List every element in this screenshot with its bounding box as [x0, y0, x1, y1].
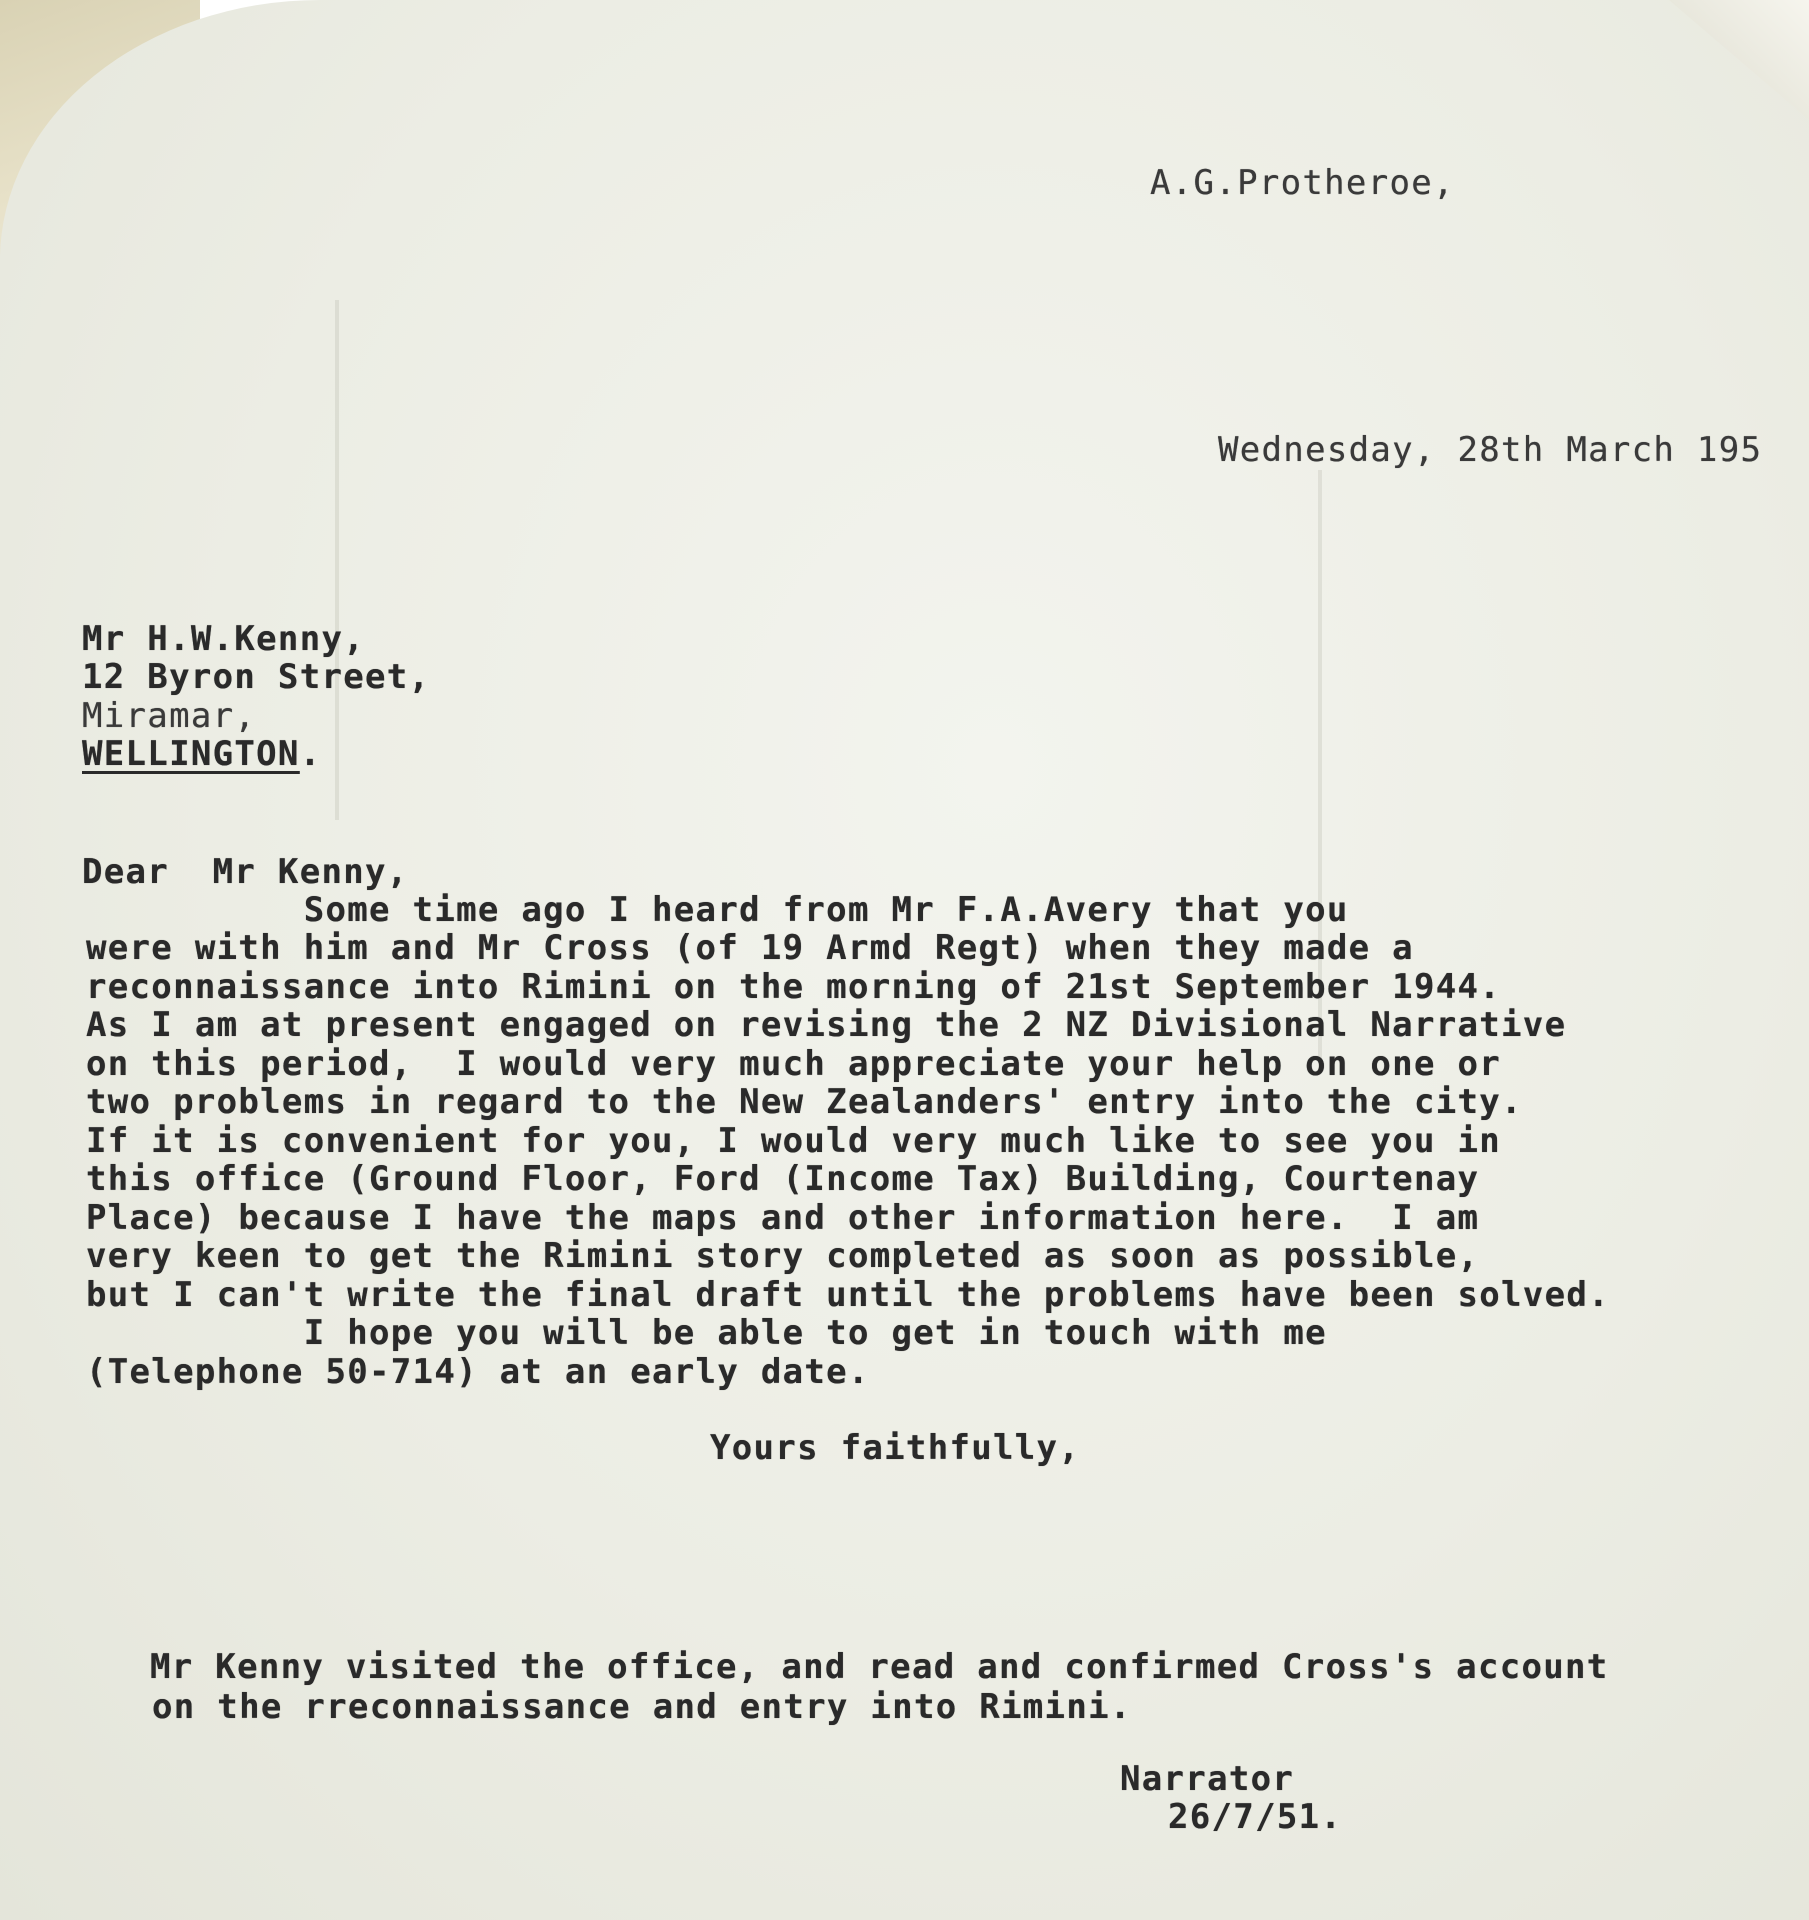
address-line: Mr H.W.Kenny,: [82, 619, 366, 659]
address-line: [82, 735, 321, 774]
note-line: Mr Kenny visited the office, and read and confirmed Cross's account: [150, 1647, 1609, 1687]
body-line: very keen to get the Rimini story completed as soon as possible,: [86, 1236, 1480, 1276]
body-line: I hope you will be able to get in touch with me: [86, 1313, 1327, 1353]
note-line: on the rreconnaissance and entry into Rimini.: [152, 1687, 1132, 1727]
body-line: Some time ago I heard from Mr F.A.Avery that you: [86, 890, 1349, 930]
letter-date: Wednesday, 28th March 195: [1218, 430, 1763, 470]
sender-name: A.G.Protheroe,: [1150, 163, 1455, 203]
address-line: Miramar,: [82, 696, 257, 736]
address-line: 12 Byron Street,: [82, 657, 431, 697]
body-line: As I am at present engaged on revising the 2 NZ Divisional Narrative: [86, 1005, 1567, 1045]
body-line: If it is convenient for you, I would very much like to see you in: [86, 1121, 1502, 1161]
body-line: on this period, I would very much appreciate your help on one or: [86, 1044, 1502, 1084]
signoff-role: Narrator: [1120, 1759, 1295, 1799]
signoff-date: 26/7/51.: [1168, 1797, 1343, 1837]
body-line: were with him and Mr Cross (of 19 Armd Regt) when they made a: [86, 928, 1414, 968]
body-line: but I can't write the final draft until the problems have been solved.: [86, 1275, 1610, 1315]
closing: Yours faithfully,: [710, 1428, 1081, 1468]
body-line: (Telephone 50-714) at an early date.: [86, 1352, 870, 1392]
address-city: WELLINGTON: [82, 734, 300, 774]
body-line: reconnaissance into Rimini on the morning of 21st September 1944.: [86, 967, 1502, 1007]
paper-crease: [335, 300, 339, 820]
salutation: Dear Mr Kenny,: [82, 852, 409, 892]
body-line: Place) because I have the maps and other information here. I am: [86, 1198, 1480, 1238]
body-line: two problems in regard to the New Zealanders' entry into the city.: [86, 1082, 1523, 1122]
address-city-suffix: .: [299, 734, 322, 774]
body-line: this office (Ground Floor, Ford (Income Tax) Building, Courtenay: [86, 1159, 1480, 1199]
